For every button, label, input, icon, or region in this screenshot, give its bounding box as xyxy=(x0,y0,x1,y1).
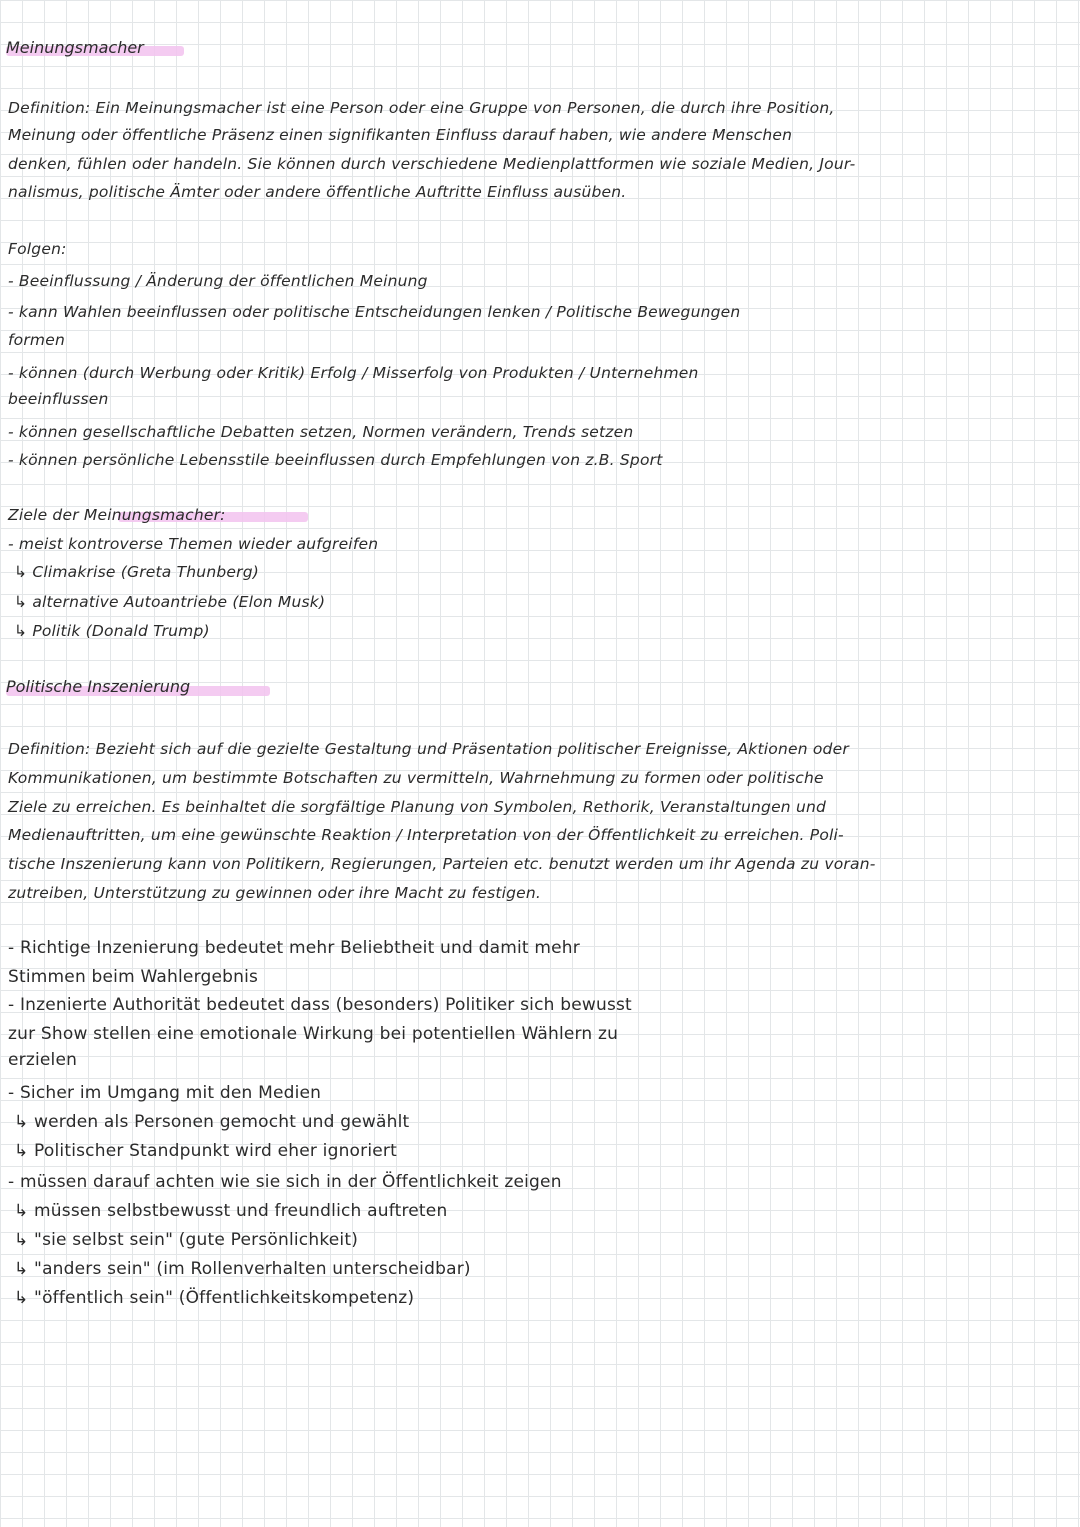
folgen-line-4: - können (durch Werbung oder Kritik) Erfolg / Misserfolg von Produkten / Unternehmen xyxy=(8,364,699,382)
section-title-inszenierung: Politische Inszenierung xyxy=(6,677,191,696)
insz-point-line-10: ↳ müssen selbstbewusst und freundlich auftreten xyxy=(14,1201,448,1221)
insz-definition-line-5: tische Inszenierung kann von Politikern, Regierungen, Parteien etc. benutzt werden um ihr Agenda zu voran- xyxy=(8,855,876,873)
insz-definition-line-1: Definition: Bezieht sich auf die gezielte Gestaltung und Präsentation politischer Ereignisse, Aktionen oder xyxy=(8,740,849,758)
insz-point-line-9: - müssen darauf achten wie sie sich in der Öffentlichkeit zeigen xyxy=(8,1172,562,1192)
insz-definition-line-6: zutreiben, Unterstützung zu gewinnen oder ihre Macht zu festigen. xyxy=(8,884,542,902)
insz-point-line-11: ↳ "sie selbst sein" (gute Persönlichkeit) xyxy=(14,1230,359,1250)
insz-point-line-1: - Richtige Inzenierung bedeutet mehr Beliebtheit und damit mehr xyxy=(8,938,580,958)
insz-point-line-8: ↳ Politischer Standpunkt wird eher ignoriert xyxy=(14,1141,397,1161)
insz-definition-line-4: Medienauftritten, um eine gewünschte Reaktion / Interpretation von der Öffentlichkeit zu erreichen. Poli- xyxy=(8,826,844,844)
folgen-heading: Folgen: xyxy=(8,240,67,258)
insz-point-line-13: ↳ "öffentlich sein" (Öffentlichkeitskompetenz) xyxy=(14,1288,415,1308)
insz-point-line-4: zur Show stellen eine emotionale Wirkung bei potentiellen Wählern zu xyxy=(8,1024,619,1044)
ziele-line-1: - meist kontroverse Themen wieder aufgreifen xyxy=(8,535,379,553)
ziele-line-4: ↳ Politik (Donald Trump) xyxy=(14,622,210,640)
insz-point-line-5: erzielen xyxy=(8,1050,78,1070)
folgen-line-1: - Beeinflussung / Änderung der öffentlichen Meinung xyxy=(8,272,428,290)
folgen-line-5: beeinflussen xyxy=(8,390,109,408)
ziele-line-3: ↳ alternative Autoantriebe (Elon Musk) xyxy=(14,593,326,611)
folgen-line-2: - kann Wahlen beeinflussen oder politische Entscheidungen lenken / Politische Bewegungen xyxy=(8,303,741,321)
definition-line-4: nalismus, politische Ämter oder andere öffentliche Auftritte Einfluss ausüben. xyxy=(8,183,627,201)
insz-point-line-12: ↳ "anders sein" (im Rollenverhalten unterscheidbar) xyxy=(14,1259,471,1279)
folgen-line-7: - können persönliche Lebensstile beeinflussen durch Empfehlungen von z.B. Sport xyxy=(8,451,663,469)
folgen-line-3: formen xyxy=(8,331,65,349)
insz-definition-line-3: Ziele zu erreichen. Es beinhaltet die sorgfältige Planung von Symbolen, Rethorik, Veranstaltungen und xyxy=(8,798,827,816)
definition-line-3: denken, fühlen oder handeln. Sie können durch verschiedene Medienplattformen wie soziale Medien, Jour- xyxy=(8,155,856,173)
definition-line-1: Definition: Ein Meinungsmacher ist eine Person oder eine Gruppe von Personen, die durch ihre Position, xyxy=(8,99,835,117)
insz-point-line-2: Stimmen beim Wahlergebnis xyxy=(8,967,259,987)
insz-point-line-3: - Inzenierte Authorität bedeutet dass (besonders) Politiker sich bewusst xyxy=(8,995,632,1015)
insz-definition-line-2: Kommunikationen, um bestimmte Botschaften zu vermitteln, Wahrnehmung zu formen oder politische xyxy=(8,769,824,787)
section-title-meinungsmacher: Meinungsmacher xyxy=(6,38,144,57)
insz-point-line-6: - Sicher im Umgang mit den Medien xyxy=(8,1083,322,1103)
ziele-heading: Ziele der Meinungsmacher: xyxy=(8,506,226,524)
folgen-line-6: - können gesellschaftliche Debatten setzen, Normen verändern, Trends setzen xyxy=(8,423,634,441)
definition-line-2: Meinung oder öffentliche Präsenz einen signifikanten Einfluss darauf haben, wie andere Menschen xyxy=(8,126,793,144)
ziele-line-2: ↳ Climakrise (Greta Thunberg) xyxy=(14,563,259,581)
insz-point-line-7: ↳ werden als Personen gemocht und gewählt xyxy=(14,1112,410,1132)
